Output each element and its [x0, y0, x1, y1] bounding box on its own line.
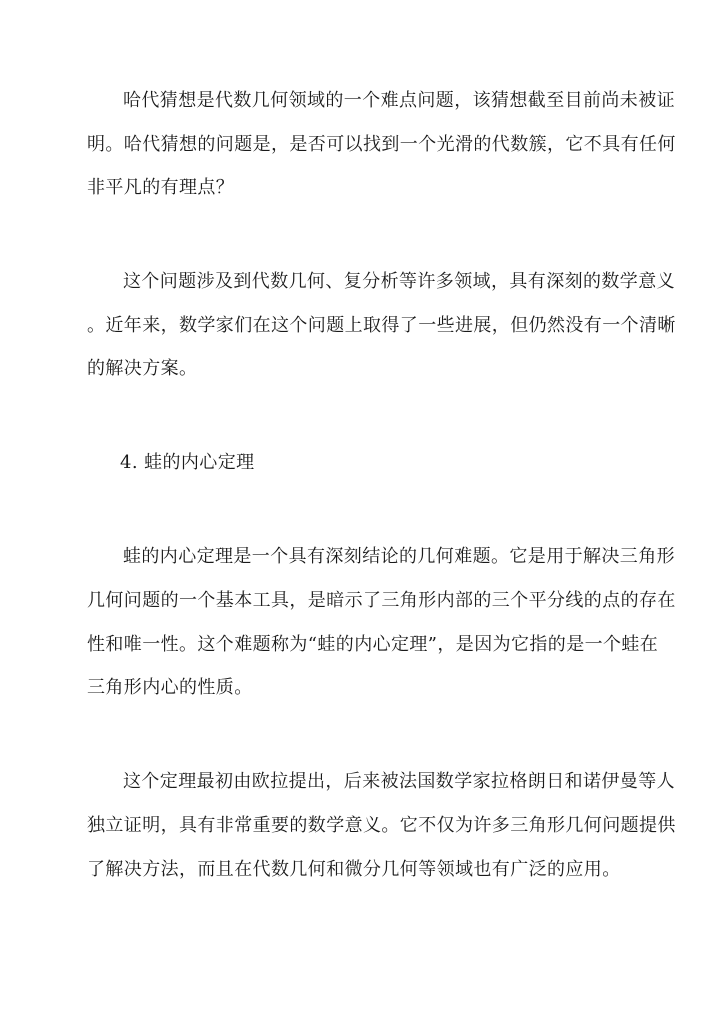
paragraph-4-line-2: 独立证明，具有非常重要的数学意义。它不仅为许多三角形几何问题提供: [87, 815, 676, 836]
paragraph-1-line-1: 哈代猜想是代数几何领域的一个难点问题，该猜想截至目前尚未被证: [123, 90, 675, 111]
paragraph-2-line-2: 。近年来，数学家们在这个问题上取得了一些进展，但仍然没有一个清晰: [87, 315, 676, 336]
paragraph-1-line-3: 非平凡的有理点？: [87, 177, 235, 198]
section-heading: 4. 蛙的内心定理: [120, 452, 255, 473]
paragraph-3-line-4: 三角形内心的性质。: [87, 677, 253, 698]
paragraph-2-line-3: 的解决方案。: [87, 358, 198, 379]
paragraph-1-line-2: 明。哈代猜想的问题是，是否可以找到一个光滑的代数簇，它不具有任何: [87, 134, 676, 155]
paragraph-4-line-1: 这个定理最初由欧拉提出，后来被法国数学家拉格朗日和诺伊曼等人: [123, 771, 675, 792]
paragraph-3-line-1: 蛙的内心定理是一个具有深刻结论的几何难题。它是用于解决三角形: [123, 546, 675, 567]
paragraph-4-line-3: 了解决方法，而且在代数几何和微分几何等领域也有广泛的应用。: [87, 859, 621, 880]
paragraph-3-line-3: 性和唯一性。这个难题称为“蛙的内心定理”，是因为它指的是一个蛙在: [87, 634, 659, 655]
paragraph-2-line-1: 这个问题涉及到代数几何、复分析等许多领域，具有深刻的数学意义: [123, 271, 675, 292]
paragraph-3-line-2: 几何问题的一个基本工具，是暗示了三角形内部的三个平分线的点的存在: [87, 590, 676, 611]
